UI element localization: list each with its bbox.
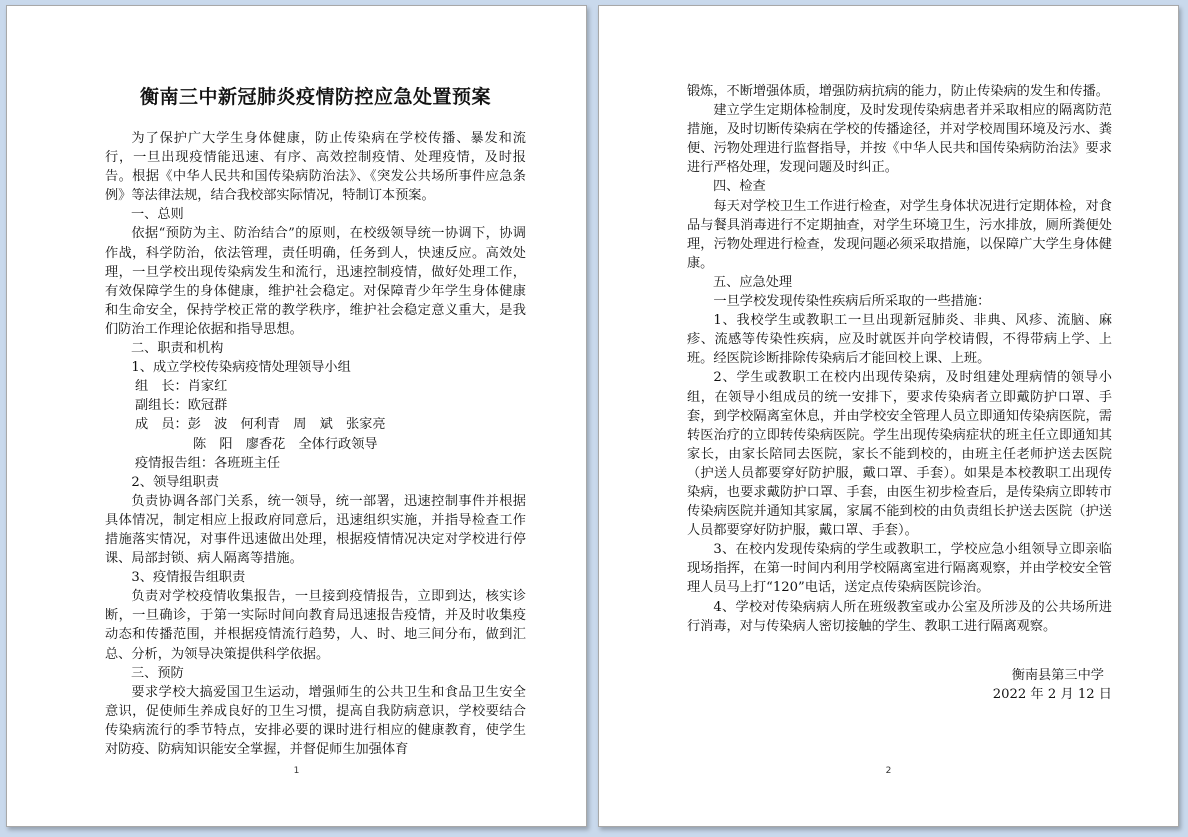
paragraph: 锻炼，不断增强体质，增强防病抗病的能力，防止传染病的发生和传播。 [687,84,1109,99]
page-number: 2 [885,766,892,776]
paragraph: 要求学校大搞爱国卫生运动，增强师生的公共卫生和食品卫生安全意识，促使师生养成良好的卫生习惯，提高自我防病意识，学校要结合传染病流行的季节特点，安排必要的课时进行相应的健康教育，使学生对防疫、防病知识能安全掌握，并督促师生加强体育 [105,684,526,757]
paragraph: 组 长：肖家红 [135,379,228,395]
section-heading: 一、总则 [131,207,184,223]
paragraph: 2、领导组职责 [131,474,219,490]
paragraph: 陈 阳 廖香花 全体行政领导 [193,436,378,452]
paragraph: 2、学生或教职工在校内出现传染病，及时组建处理病情的领导小组，在领导小组成员的统一安排下，要求传染病者立即戴防护口罩、手套，到学校隔离室休息，并由学校安全管理人员立即通知传染病医院，需转医治疗的立即转传染病医院。学生出现传染病症状的班主任立即通知其家长，由家长陪同去医院，家长不能到校的，由班主任老师护送去医院（护送人员都要穿好防护服，戴口罩、手套）。如果是本校教职工出现传染病，也要求戴防护口罩、手套，由医生初步检查后，是传染病立即转市传染病医院并通知其家属，家属不能到校的由负责组长护送去医院（护送人员都要穿好防护服，戴口罩、手套）。 [687,370,1112,539]
document-title: 衡南三中新冠肺炎疫情防控应急处置预案 [139,86,491,108]
paragraph: 每天对学校卫生工作进行检查，对学生身体状况进行定期体检，对食品与餐具消毒进行不定期抽查，对学生环境卫生，污水排放，厕所粪便处理，污物处理进行检查，发现问题必须采取措施，以保障广大学生身体健康。 [687,198,1112,271]
paragraph: 1、我校学生或教职工一旦出现新冠肺炎、非典、风疹、流脑、麻疹、流感等传染性疾病，应及时就医并向学校请假，不得带病上学、上班。经医院诊断排除传染病后才能回校上课、上班。 [687,313,1112,367]
page-1-body [105,129,526,759]
page-number: 1 [293,766,300,776]
section-heading: 四、检查 [713,179,766,195]
paragraph: 1、成立学校传染病疫情处理领导小组 [131,360,351,376]
page-2-content [687,82,1112,704]
document-page-2 [598,5,1179,827]
section-heading: 三、预防 [131,665,184,681]
paragraph: 建立学生定期体检制度，及时发现传染病患者并采取相应的隔离防范措施，及时切断传染病在学校的传播途径，并对学校周围环境及污水、粪便、污物处理进行监督指导，并按《中华人民共和国传染病防治法》要求进行严格处理，发现问题及时纠正。 [687,103,1112,176]
signature-date: 2022 年 2 月 12 日 [992,686,1112,702]
paragraph: 4、学校对传染病病人所在班级教室或办公室及所涉及的公共场所进行消毒，对与传染病人密切接触的学生、教职工进行隔离观察。 [687,599,1112,634]
paragraph: 负责对学校疫情收集报告，一旦接到疫情报告，立即到达，核实诊断，一旦确诊，于第一实际时间向教育局迅速报告疫情，并及时收集疫动态和传播范围，并根据疫情流行趋势，人、时、地三间分布，做到汇总、分析，为领导决策提供科学依据。 [105,589,526,662]
signature-org: 衡南县第三中学 [1011,667,1104,683]
paragraph: 负责协调各部门关系，统一领导，统一部署，迅速控制事件并根据具体情况，制定相应上报政府同意后，迅速组织实施，并指导检查工作措施落实情况，对事件迅速做出处理，根据疫情情况决定对学校进行停课、局部封锁、病人隔离等措施。 [105,493,526,567]
paragraph: 一旦学校发现传染性疾病后所采取的一些措施： [713,294,991,310]
paragraph: 3、在校内发现传染病的学生或教职工，学校应急小组领导立即亲临现场指挥，在第一时间内利用学校隔离室进行隔离观察，并由学校安全管理人员马上打“120”电话，送定点传染病医院诊治。 [687,542,1112,596]
section-heading: 五、应急处理 [713,274,793,290]
paragraph: 副组长：欧冠群 [135,398,228,414]
section-heading: 二、职责和机构 [131,341,224,357]
document-page-1 [6,5,587,827]
page-2-body [687,82,1112,636]
paragraph: 成 员：彭 波 何利青 周 斌 张家亮 [135,417,386,433]
page-1-content [105,82,526,759]
paragraph: 疫情报告组：各班班主任 [135,455,281,471]
paragraph: 为了保护广大学生身体健康，防止传染病在学校传播、暴发和流行，一旦出现疫情能迅速、有序、高效控制疫情、处理疫情，及时报告。根据《中华人民共和国传染病防治法》、《突发公共场所事件应急条例》等法律法规，结合我校部实际情况，特制订本预案。 [105,131,526,204]
paragraph: 3、疫情报告组职责 [131,570,246,586]
paragraph: 依据“预防为主、防治结合”的原则，在校级领导统一协调下，协调作战，科学防治，依法管理，责任明确，任务到人，快速反应。高效处理，一旦学校出现传染病发生和流行，迅速控制疫情，做好处理工作，有效保障学生的身体健康，维护社会稳定。对保障青少年学生身体健康和生命安全，保持学校正常的教学秩序，维护社会稳定意义重大，是我们防治工作理论依据和指导思想。 [105,226,526,337]
